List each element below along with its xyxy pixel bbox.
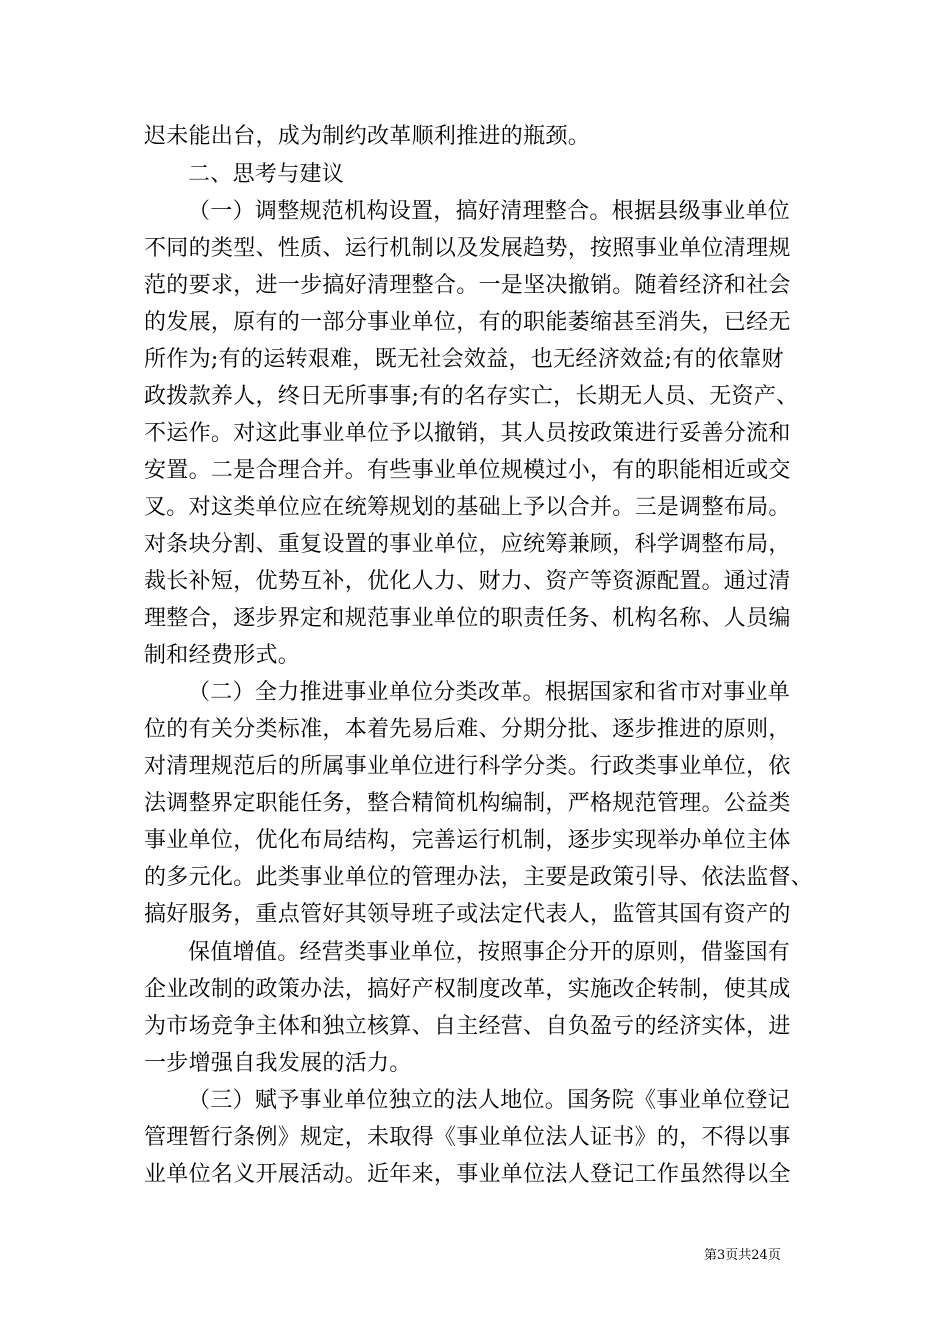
text-line: 所作为;有的运转艰难，既无社会效益，也无经济效益;有的依靠财: [144, 347, 784, 372]
text-line: 裁长补短，优势互补，优化人力、财力、资产等资源配置。通过清: [144, 569, 791, 594]
text-line: 安置。二是合理合并。有些事业单位规模过小，有的职能相近或交: [144, 458, 791, 483]
text-line: 制和经费形式。: [144, 643, 301, 668]
text-line: 不运作。对这此事业单位予以撤销，其人员按政策进行妥善分流和: [144, 421, 791, 446]
text-line: 不同的类型、性质、运行机制以及发展趋势，按照事业单位清理规: [144, 236, 791, 261]
text-line: 的发展，原有的一部分事业单位，有的职能萎缩甚至消失，已经无: [144, 310, 791, 335]
text-line: 叉。对这类单位应在统筹规划的基础上予以合并。三是调整布局。: [144, 495, 791, 520]
text-line: 范的要求，进一步搞好清理整合。一是坚决撤销。随着经济和社会: [144, 273, 791, 298]
text-line: 的多元化。此类事业单位的管理办法，主要是政策引导、依法监督、: [144, 865, 814, 890]
text-line: 一步增强自我发展的活力。: [144, 1051, 412, 1076]
text-line: 管理暂行条例》规定，未取得《事业单位法人证书》的，不得以事: [144, 1125, 791, 1150]
text-line: （一）调整规范机构设置，搞好清理整合。根据县级事业单位: [188, 199, 791, 224]
text-line: 对清理规范后的所属事业单位进行科学分类。行政类事业单位，依: [144, 754, 791, 779]
page-number: 第3页共24页: [704, 1248, 781, 1263]
text-line: （三）赋予事业单位独立的法人地位。国务院《事业单位登记: [188, 1088, 791, 1113]
text-line: 对条块分割、重复设置的事业单位，应统筹兼顾，科学调整布局，: [144, 532, 791, 557]
text-line: 理整合，逐步界定和规范事业单位的职责任务、机构名称、人员编: [144, 606, 791, 631]
text-line: 业单位名义开展活动。近年来，事业单位法人登记工作虽然得以全: [144, 1162, 791, 1187]
section-heading: 二、思考与建议: [188, 162, 345, 187]
text-line: 法调整界定职能任务，整合精简机构编制，严格规范管理。公益类: [144, 791, 791, 816]
text-line: 迟未能出台，成为制约改革顺利推进的瓶颈。: [144, 124, 591, 149]
text-line: 保值增值。经营类事业单位，按照事企分开的原则，借鉴国有: [188, 940, 791, 965]
text-line: （二）全力推进事业单位分类改革。根据国家和省市对事业单: [188, 680, 791, 705]
text-line: 为市场竞争主体和独立核算、自主经营、自负盈亏的经济实体，进: [144, 1014, 791, 1039]
text-line: 位的有关分类标准，本着先易后难、分期分批、逐步推进的原则，: [144, 717, 791, 742]
text-line: 企业改制的政策办法，搞好产权制度改革，实施改企转制，使其成: [144, 977, 791, 1002]
text-line: 事业单位，优化布局结构，完善运行机制，逐步实现举办单位主体: [144, 828, 791, 853]
text-line: 政拨款养人，终日无所事事;有的名存实亡，长期无人员、无资产、: [144, 384, 799, 409]
text-line: 搞好服务，重点管好其领导班子或法定代表人，监管其国有资产的: [144, 902, 791, 927]
